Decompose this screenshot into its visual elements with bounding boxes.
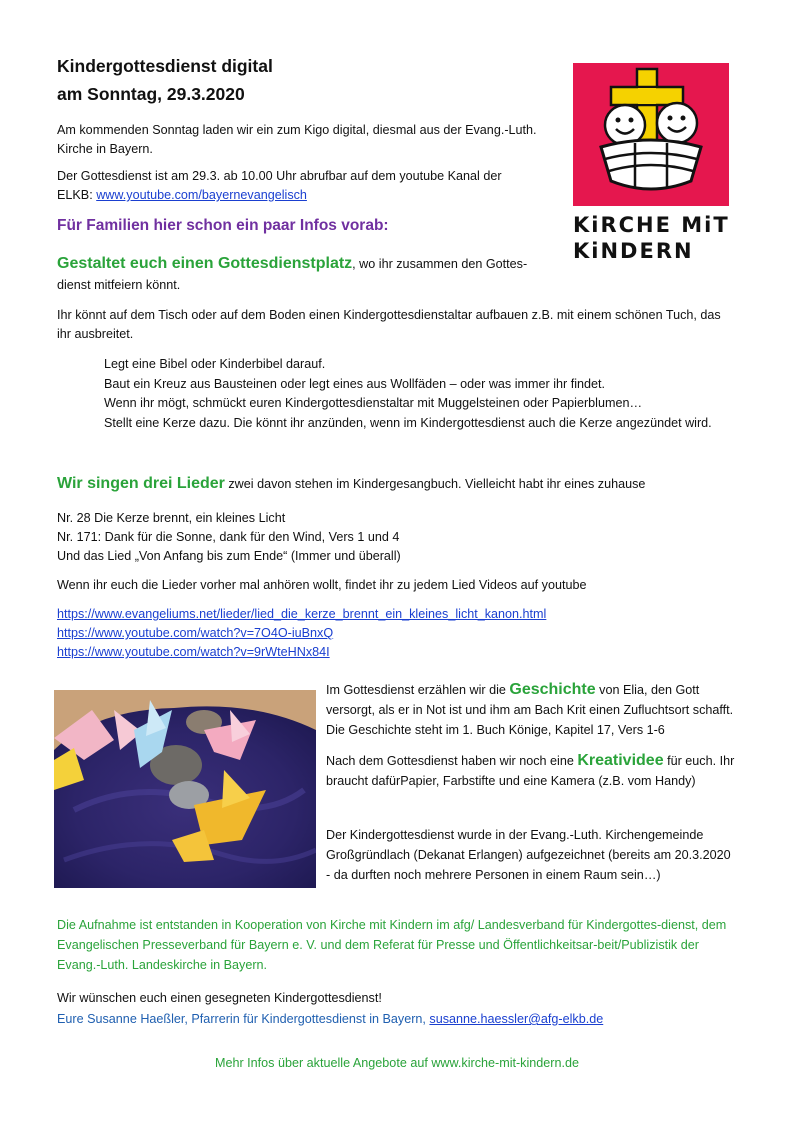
families-heading: Für Familien hier schon ein paar Infos vorab: bbox=[57, 217, 389, 234]
kirche-mit-kindern-logo bbox=[573, 63, 729, 206]
song-item: Nr. 171: Dank für die Sonne, dank für den Wind, Vers 1 und 4 bbox=[57, 530, 400, 544]
closing-line: Wir wünschen euch einen gesegneten Kindergottesdienst! bbox=[57, 991, 382, 1005]
signature-line bbox=[57, 1010, 737, 1029]
origami-photo bbox=[54, 690, 316, 888]
youtube-channel-link[interactable]: www.youtube.com/bayernevangelisch bbox=[96, 188, 307, 202]
footer-info: Mehr Infos über aktuelle Angebote auf www.kirche-mit-kindern.de bbox=[214, 1056, 579, 1070]
songs-paragraph bbox=[57, 474, 737, 494]
logo-wordmark bbox=[573, 212, 733, 264]
stream-text: Der Gottesdienst ist am 29.3. ab 10.00 Uhr abrufbar auf dem youtube Kanal der ELKB: bbox=[57, 169, 502, 202]
intro-paragraph: Am kommenden Sonntag laden wir ein zum Kigo digital, diesmal aus der Evang.-Luth. Kirche in Bayern. bbox=[57, 123, 537, 156]
logo-line-2: KiNDERN bbox=[573, 239, 694, 263]
video-link-2[interactable]: https://www.youtube.com/watch?v=7O4O-iuBnxQ bbox=[57, 626, 334, 640]
altar-step: Wenn ihr mögt, schmückt euren Kindergottesdienstaltar mit Muggelsteinen oder Papierblumen… bbox=[104, 396, 643, 410]
story-paragraph bbox=[326, 680, 738, 740]
logo-graphic-icon bbox=[573, 63, 729, 206]
place-heading: Gestaltet euch einen Gottesdienstplatz bbox=[57, 255, 353, 272]
altar-step: Stellt eine Kerze dazu. Die könnt ihr anzünden, wenn im Kindergottesdienst auch die Kerze angezündet wird. bbox=[104, 415, 712, 430]
signature-email-link[interactable]: susanne.haessler@afg-elkb.de bbox=[429, 1012, 604, 1026]
signature-text: Eure Susanne Haeßler, Pfarrerin für Kindergottesdienst in Bayern, bbox=[57, 1012, 430, 1026]
video-link-3[interactable]: https://www.youtube.com/watch?v=9rWteHNx84I bbox=[57, 645, 330, 659]
songs-list bbox=[57, 509, 737, 566]
page-title bbox=[57, 52, 273, 108]
logo-line-1: KiRCHE MiT bbox=[573, 213, 730, 237]
song-item: Nr. 28 Die Kerze brennt, ein kleines Licht bbox=[57, 511, 286, 525]
altar-paragraph: Ihr könnt auf dem Tisch oder auf dem Boden einen Kindergottesdienstaltar aufbauen z.B. mit einem schönen Tuch, das ihr ausbreitet. bbox=[57, 308, 721, 341]
story-keyword: Geschichte bbox=[509, 681, 596, 698]
altar-step: Baut ein Kreuz aus Bausteinen oder legt eines aus Wollfäden – oder was immer ihr findet. bbox=[104, 376, 606, 391]
origami-birds-image-icon bbox=[54, 690, 316, 888]
craft-paragraph bbox=[326, 751, 738, 791]
craft-post: für euch. Ihr braucht dafürPapier, Farbstifte und eine Kamera (z.B. vom Handy) bbox=[326, 754, 735, 788]
videos-note: Wenn ihr euch die Lieder vorher mal anhören wollt, findet ihr zu jedem Lied Videos auf youtube bbox=[57, 578, 587, 592]
altar-steps-list bbox=[104, 355, 744, 433]
place-rest: , wo ihr zusammen den Gottes-dienst mitfeiern könnt. bbox=[57, 257, 528, 292]
video-links bbox=[57, 605, 737, 662]
story-pre: Im Gottesdienst erzählen wir die bbox=[326, 683, 510, 697]
craft-pre: Nach dem Gottesdienst haben wir noch eine bbox=[326, 754, 578, 768]
stream-paragraph bbox=[57, 167, 537, 205]
songs-heading: Wir singen drei Lieder bbox=[57, 475, 225, 492]
video-link-1[interactable]: https://www.evangeliums.net/lieder/lied_die_kerze_brennt_ein_kleines_licht_kanon.html bbox=[57, 607, 547, 621]
cooperation-paragraph: Die Aufnahme ist entstanden in Kooperation von Kirche mit Kindern im afg/ Landesverband für Kindergottes-dienst, dem Evangelischen Presseverband für Bayern e. V. und dem Referat für Presse und Öffentlichkeitsar-beit/Publizistik der Evang.-Luth. Landeskirche in Bayern. bbox=[57, 918, 727, 972]
altar-step: Legt eine Bibel oder Kinderbibel darauf. bbox=[104, 357, 326, 371]
song-item: Und das Lied „Von Anfang bis zum Ende“ (Immer und überall) bbox=[57, 549, 401, 563]
craft-keyword: Kreatividee bbox=[577, 752, 664, 769]
story-post: von Elia, den Gott versorgt, als er in Not ist und ihm am Bach Krit einen Zufluchtsort schafft. Die Geschichte steht im 1. Buch Könige, Kapitel 17, Vers 1-6 bbox=[326, 683, 734, 737]
songs-rest: zwei davon stehen im Kindergesangbuch. Vielleicht habt ihr eines zuhause bbox=[224, 477, 646, 491]
title-line-2: am Sonntag, 29.3.2020 bbox=[57, 84, 245, 104]
title-line-1: Kindergottesdienst digital bbox=[57, 56, 273, 76]
place-paragraph bbox=[57, 253, 537, 296]
recording-paragraph: Der Kindergottesdienst wurde in der Evang.-Luth. Kirchengemeinde Großgründlach (Dekanat Erlangen) aufgezeichnet (bereits am 20.3.2020 - da durften noch mehrere Personen in einem Raum sein…) bbox=[326, 828, 731, 882]
